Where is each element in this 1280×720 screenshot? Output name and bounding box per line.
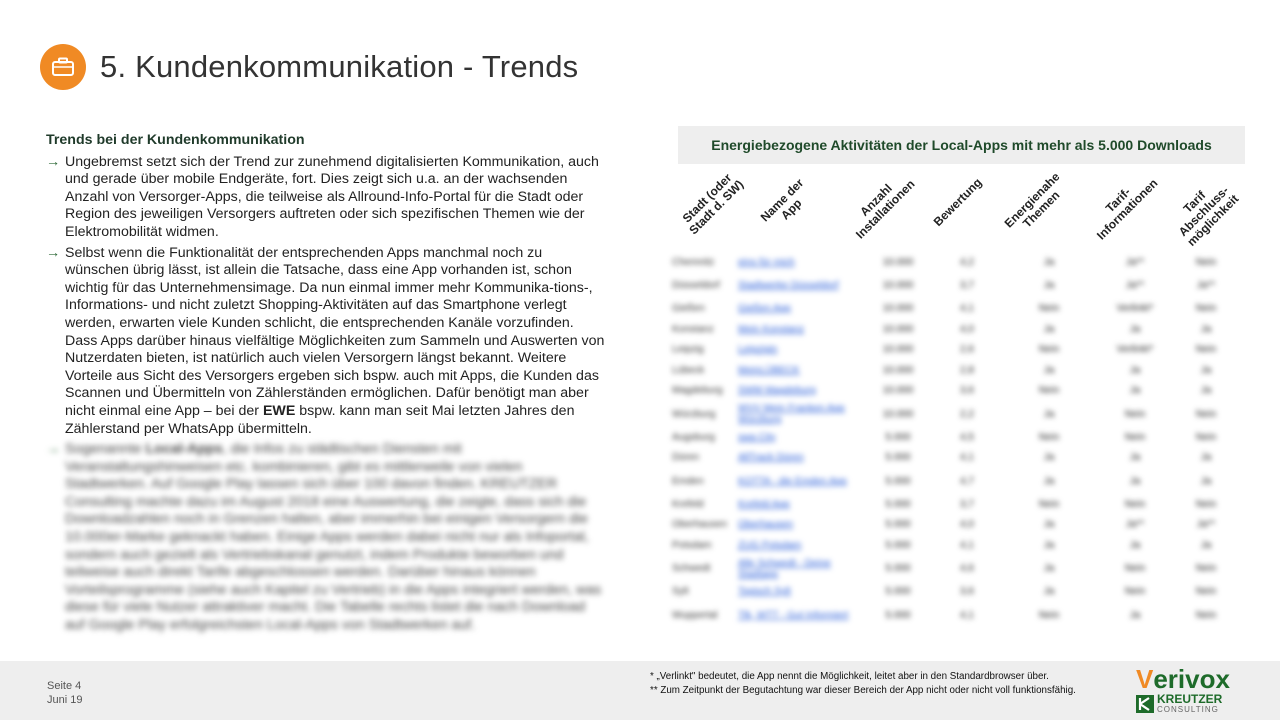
cell-themen: Ja — [1043, 452, 1055, 464]
cell-app-link[interactable]: Leipzigin — [738, 344, 778, 356]
cell-tarif-info: Ja — [1129, 364, 1141, 376]
cell-city: Magdeburg — [672, 385, 723, 397]
cell-abschluss: Ja** — [1196, 519, 1216, 531]
table-title: Energiebezogene Aktivitäten der Local-Apps mit mehr als 5.000 Downloads — [678, 126, 1245, 164]
arrow-right-icon: → — [46, 441, 61, 458]
cell-abschluss: Nein — [1195, 498, 1217, 510]
cell-abschluss: Nein — [1195, 431, 1217, 443]
table-row — [672, 494, 1247, 515]
cell-abschluss: Ja — [1200, 452, 1212, 464]
cell-city: Augsburg — [672, 431, 715, 443]
table-row — [672, 360, 1247, 381]
cell-tarif-info: Nein — [1124, 586, 1146, 598]
cell-installations: 10.000 — [882, 364, 914, 376]
table-row — [672, 273, 1247, 299]
cell-themen: Ja — [1043, 280, 1055, 291]
cell-tarif-info: Ja** — [1125, 256, 1145, 268]
table-row — [672, 515, 1247, 536]
cell-rating: 3,7 — [960, 498, 974, 510]
col-header-installationen: Anzahl Installationen — [852, 176, 918, 242]
cell-rating: 2,8 — [960, 364, 974, 376]
verivox-logo-text: erivox — [1153, 664, 1230, 694]
cell-tarif-info: Ja** — [1125, 280, 1145, 291]
cell-abschluss: Nein — [1195, 256, 1217, 268]
cell-installations: 10.000 — [882, 303, 914, 315]
cell-rating: 4,0 — [960, 323, 974, 335]
cell-abschluss: Ja — [1200, 385, 1212, 397]
table-row — [672, 582, 1247, 603]
cell-app-link[interactable]: MeinLÜBECK — [738, 364, 800, 376]
table-row — [672, 556, 1247, 582]
cell-installations: 10.000 — [882, 385, 914, 397]
kreutzer-sub: CONSULTING — [1157, 705, 1219, 714]
cell-tarif-info: Verlinkt* — [1116, 344, 1154, 356]
page-number: Seite 4 — [47, 680, 82, 692]
cell-installations: 10.000 — [882, 256, 914, 268]
cell-rating: 4,0 — [960, 519, 974, 531]
table-row — [672, 381, 1247, 402]
cell-themen: Ja — [1043, 256, 1055, 268]
briefcase-icon — [40, 44, 86, 90]
cell-tarif-info: Ja — [1129, 539, 1141, 551]
verivox-logo — [1136, 664, 1230, 695]
cell-city: Düsseldorf — [672, 280, 720, 291]
table-row — [672, 535, 1247, 556]
cell-installations: 5.000 — [885, 609, 911, 621]
trends-text — [46, 132, 606, 638]
title-area — [40, 44, 578, 90]
cell-installations: 5.000 — [885, 586, 911, 598]
table-row — [672, 319, 1247, 340]
cell-themen: Nein — [1038, 303, 1060, 315]
cell-tarif-info: Ja — [1129, 385, 1141, 397]
cell-tarif-info: Ja — [1129, 323, 1141, 335]
table-row — [672, 340, 1247, 361]
table-row — [672, 427, 1247, 448]
cell-abschluss: Nein — [1195, 586, 1217, 598]
cell-abschluss: Ja — [1200, 364, 1212, 376]
cell-app-link[interactable]: Mein Konstanz — [738, 323, 805, 335]
cell-installations: 10.000 — [882, 280, 914, 291]
cell-city: Chemnitz — [672, 256, 715, 268]
table-row — [672, 252, 1247, 273]
cell-rating: 4,1 — [960, 452, 974, 464]
cell-tarif-info: Verlinkt* — [1116, 303, 1154, 315]
footer-bar — [0, 661, 1280, 720]
cell-installations: 5.000 — [885, 431, 911, 443]
cell-tarif-info: Ja** — [1125, 519, 1145, 531]
cell-rating: 3,7 — [960, 280, 974, 291]
bullet-1-text: Ungebremst setzt sich der Trend zur zunehmend digitalisierten Kommunikation, auch und gerade über mobile Endgeräte, fort. Dies zeigt sich u.a. an der wachsenden Anzahl von Versorger-Apps, die teilweise als Allround-Info-Portal für die Stadt oder Region des jeweiligen Versorgers auftreten oder sich spezifischen Themen wie der Elektromobilität widmen. — [65, 153, 599, 240]
bullet-2-text: Selbst wenn die Funktionalität der entsprechenden Apps manchmal noch zu wünschen übrig lässt, ist allein die Tatsache, dass eine App vorhanden ist, schon wichtig für das Unternehmensimage. Da nun einmal immer mehr Kommunika-tions-, Informations- und nicht zuletzt Shopping-Aktivitäten auf das Smartphone verlegt werden, erwarten viele Kunden schlicht, die entsprechenden Kanäle vorzufinden. Dass Apps darüber hinaus vielfältige Möglichkeiten zum Sammeln und Auswerten von Nutzerdaten bieten, ist natürlich auch vielen Versorgern längst bekannt. Weitere Vorteile aus Sicht des Versorgers ergeben sich bspw. auch mit Apps, die Kunden das Scannen und Übermitteln von Zählerständen ermöglichen. Dafür benötigt man aber nicht einmal eine App – bei der EWE bspw. kann man seit Mai letzten Jahres den Zählerstand per WhatsApp übermitteln. — [65, 244, 605, 437]
col-header-stadt: Stadt (oder Stadt d. SW) — [679, 170, 747, 238]
cell-installations: 5.000 — [885, 452, 911, 464]
cell-app-link[interactable]: Tspisch Sylt — [738, 586, 791, 598]
kreutzer-logo — [1136, 694, 1222, 714]
cell-rating: 4,5 — [960, 431, 974, 443]
cell-tarif-info: Ja — [1129, 609, 1141, 621]
cell-rating: 4,6 — [960, 563, 974, 574]
cell-app-link[interactable]: Krefeld App — [738, 498, 790, 510]
cell-app-link[interactable]: Alle Schwedt - Deine Stadtapp — [738, 557, 831, 580]
cell-city: Gießen — [672, 303, 705, 315]
cell-rating: 2,2 — [960, 408, 974, 420]
cell-themen: Ja — [1043, 519, 1055, 531]
cell-rating: 2,6 — [960, 344, 974, 356]
apps-table — [672, 252, 1247, 628]
cell-city: Lübeck — [672, 364, 705, 376]
cell-app-link[interactable]: Oberhausen — [738, 519, 794, 531]
cell-rating: 4,1 — [960, 609, 974, 621]
cell-app-link[interactable]: Gießen App — [738, 303, 791, 315]
footnotes — [650, 670, 1076, 698]
col-header-abschluss: Tarif Abschluss- möglichkeit — [1175, 183, 1242, 249]
col-header-bewertung: Bewertung — [930, 175, 985, 230]
cell-themen: Nein — [1038, 498, 1060, 510]
cell-abschluss: Nein — [1195, 609, 1217, 621]
cell-tarif-info: Nein — [1124, 408, 1146, 420]
cell-installations: 10.000 — [882, 323, 914, 335]
cell-city: Emden — [672, 475, 704, 487]
cell-themen: Nein — [1038, 431, 1060, 443]
table-row — [672, 468, 1247, 494]
cell-installations: 5.000 — [885, 498, 911, 510]
cell-app-link[interactable]: ZUG Potsdam — [738, 539, 802, 551]
cell-city: Oberhausen — [672, 519, 728, 531]
table-row — [672, 299, 1247, 320]
cell-installations: 5.000 — [885, 539, 911, 551]
arrow-right-icon: → — [46, 153, 61, 170]
cell-abschluss: Nein — [1195, 344, 1217, 356]
cell-abschluss: Nein — [1195, 563, 1217, 574]
table-row — [672, 448, 1247, 469]
cell-tarif-info: Ja — [1129, 475, 1141, 487]
cell-themen: Nein — [1038, 385, 1060, 397]
bullet-3-text: Sogenannte Local-Apps, die Infos zu städtischen Diensten mit Veranstaltungshinweisen etc. kombinieren, gibt es mittlerweile von vielen Stadtwerken. Auf Google Play lassen sich über 100 davon finden. KREUTZER Consulting machte dazu im August 2018 eine Auswertung, die zeigte, dass sich die Downloadzahlen noch in Grenzen halten, aber immerhin bei einigen Versorgern die 10.000er-Marke geknackt haben. Einige Apps werden dabei nicht nur als Infoportal, sondern auch gezielt als Vertriebskanal genutzt, indem Produkte beworben und teilweise auch direkt Tarife abgeschlossen werden. Darüber hinaus können Vorteilsprogramme (siehe auch Kapitel zu Vertrieb) in die Apps integriert werden, was diese für viele Nutzer attraktiver macht. Die Tabelle rechts listet die nach Download auf Google Play erfolgreichsten Local-Apps von Stadtwerken auf. — [65, 441, 602, 634]
table-row — [672, 401, 1247, 427]
kreutzer-name: KREUTZER — [1157, 692, 1223, 706]
page-info — [47, 679, 82, 707]
col-header-themen: Energienahe Themen — [1001, 169, 1063, 231]
arrow-right-icon: → — [46, 244, 61, 261]
bullet-3 — [46, 441, 606, 635]
cell-tarif-info: Ja — [1129, 452, 1141, 464]
cell-city: Sylt — [672, 586, 689, 598]
cell-themen: Ja — [1043, 539, 1055, 551]
table-row — [672, 602, 1247, 628]
cell-app-link[interactable]: SWM Magdeburg — [738, 385, 816, 397]
cell-rating: 3,6 — [960, 385, 974, 397]
cell-tarif-info: Nein — [1124, 431, 1146, 443]
cell-themen: Ja — [1043, 323, 1055, 335]
cell-abschluss: Nein — [1195, 408, 1217, 420]
page-date: Juni 19 — [47, 694, 83, 706]
cell-tarif-info: Nein — [1124, 498, 1146, 510]
cell-rating: 4,2 — [960, 256, 974, 268]
cell-themen: Ja — [1043, 563, 1055, 574]
cell-city: Düren — [672, 452, 700, 464]
cell-installations: 5.000 — [885, 563, 911, 574]
cell-rating: 4,7 — [960, 475, 974, 487]
cell-tarif-info: Nein — [1124, 563, 1146, 574]
cell-themen: Ja — [1043, 364, 1055, 376]
footnote-2: ** Zum Zeitpunkt der Begutachtung war dieser Bereich der App nicht oder nicht voll funktionsfähig. — [650, 685, 1076, 696]
cell-rating: 3,6 — [960, 586, 974, 598]
cell-installations: 5.000 — [885, 519, 911, 531]
cell-app-link[interactable]: AllTrack Düren — [738, 452, 804, 464]
bullet-1 — [46, 154, 606, 242]
cell-installations: 5.000 — [885, 475, 911, 487]
ewe-bold: EWE — [262, 402, 296, 419]
cell-rating: 4,1 — [960, 303, 974, 315]
cell-themen: Nein — [1038, 609, 1060, 621]
cell-app-link[interactable]: Tlk, WTT - Gut Informiert — [738, 609, 849, 621]
cell-abschluss: Ja — [1200, 539, 1212, 551]
col-header-tarifinfo: Tarif- Informationen — [1094, 176, 1161, 243]
kreutzer-mark-icon — [1136, 695, 1154, 713]
bullet-2 — [46, 245, 606, 439]
verivox-logo-v: V — [1136, 664, 1154, 694]
col-header-app: Name der App — [757, 175, 807, 225]
page-title: 5. Kundenkommunikation - Trends — [100, 49, 579, 84]
cell-app-link[interactable]: swa City — [738, 431, 776, 443]
cell-app-link[interactable]: eins für mich — [738, 256, 795, 268]
cell-city: Würzburg — [672, 408, 716, 420]
cell-themen: Nein — [1038, 344, 1060, 356]
cell-city: Wuppertal — [672, 609, 718, 621]
cell-city: Leipzig — [672, 344, 704, 356]
cell-abschluss: Nein — [1195, 303, 1217, 315]
section-heading: Trends bei der Kundenkommunikation — [46, 132, 305, 148]
cell-themen: Ja — [1043, 408, 1055, 420]
cell-app-link[interactable]: Stadtwerke Düsseldorf — [738, 280, 839, 291]
cell-themen: Ja — [1043, 586, 1055, 598]
cell-app-link[interactable]: WVV Mein Franken App Würzburg — [738, 403, 845, 425]
cell-abschluss: Ja** — [1196, 280, 1216, 291]
cell-rating: 4,1 — [960, 539, 974, 551]
footnote-1: * „Verlinkt" bedeutet, die App nennt die Möglichkeit, leitet aber in den Standardbrowser über. — [650, 671, 1049, 682]
cell-installations: 10.000 — [882, 408, 914, 420]
cell-city: Konstanz — [672, 323, 714, 335]
cell-installations: 10.000 — [882, 344, 914, 356]
cell-city: Krefeld — [672, 498, 704, 510]
cell-abschluss: Ja — [1200, 475, 1212, 487]
cell-city: Potsdam — [672, 539, 712, 551]
cell-themen: Ja — [1043, 475, 1055, 487]
cell-app-link[interactable]: KOTTA - die Emden App — [738, 475, 847, 487]
cell-abschluss: Ja — [1200, 323, 1212, 335]
cell-city: Schwedt — [672, 563, 711, 574]
